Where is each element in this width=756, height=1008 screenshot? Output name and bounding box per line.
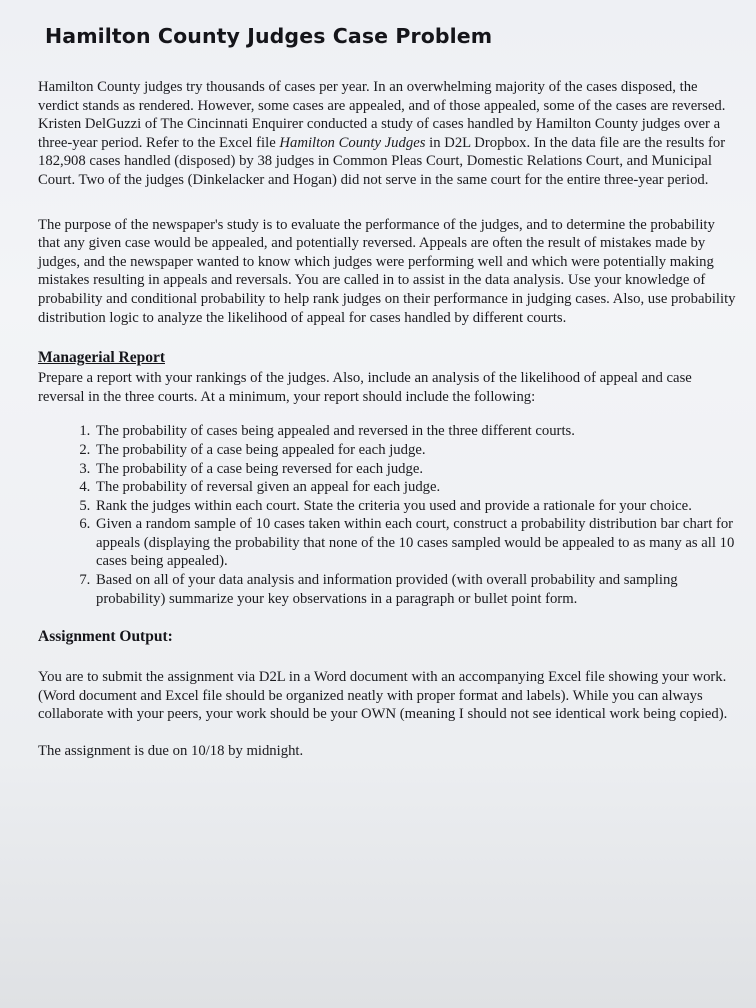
list-item: 2. The probability of a case being appealed for each judge. bbox=[94, 441, 738, 460]
intro-text-b: in D2L Dropbox. In the data file are the results for 182,908 cases handled (disposed) by 38 judges in Common Pleas Court, Domestic Relations Court, and Municipal Court. Two of the judges (Dinkelacker and Hogan) did not serve in the same court for the entire three-year period. bbox=[38, 134, 726, 188]
list-item: 6. Given a random sample of 10 cases taken within each court, construct a probability distribution bar chart for appeals (displaying the probability that none of the 10 cases sampled would be appealed to as many as all 10 cases being appealed). bbox=[94, 515, 738, 571]
assignment-output-paragraph: You are to submit the assignment via D2L in a Word document with an accompanying Excel file showing your work. (Word document and Excel file should be organized neatly with proper format and labels). While you can always collaborate with your peers, your work should be your OWN (meaning I should not see identical work being copied). bbox=[38, 669, 728, 723]
intro-text-a: Hamilton County judges try thousands of cases per year. In an overwhelming majority of the cases disposed, the verdict stands as rendered. However, some cases are appealed, and of those appealed, some of the cases are reversed. Kristen DelGuzzi of The Cincinnati Enquirer conducted a study of cases handled by Hamilton County judges over a three-year period. Refer to the Excel file bbox=[38, 79, 726, 151]
managerial-intro: Prepare a report with your rankings of the judges. Also, include an analysis of the likelihood of appeal and case reversal in the three courts. At a minimum, your report should include the following: bbox=[38, 370, 692, 405]
intro-paragraph bbox=[38, 78, 738, 190]
managerial-report-heading: Managerial Report bbox=[38, 349, 165, 367]
list-item: 1. The probability of cases being appealed and reversed in the three different courts. bbox=[94, 422, 738, 441]
intro-file-name: Hamilton County Judges bbox=[279, 134, 426, 151]
list-item: 5. Rank the judges within each court. State the criteria you used and provide a rationale for your choice. bbox=[94, 497, 738, 516]
page-title: Hamilton County Judges Case Problem bbox=[45, 24, 493, 48]
list-item: 4. The probability of reversal given an appeal for each judge. bbox=[94, 478, 738, 497]
purpose-paragraph: The purpose of the newspaper's study is to evaluate the performance of the judges, and to determine the probability that any given case would be appealed, and potentially reversed. Appeals are often the result of mistakes made by judges, and the newspaper wanted to know which judges were performing well and which were potentially making mistakes resulting in appeals and reversals. You are called in to assist in the data analysis. Use your knowledge of probability and conditional probability to help rank judges on their performance in judging cases. Also, use probability distribution logic to analyze the likelihood of appeal for cases handled by different courts. bbox=[38, 216, 736, 326]
list-item: 3. The probability of a case being reversed for each judge. bbox=[94, 460, 738, 479]
assignment-output-heading: Assignment Output: bbox=[38, 628, 173, 646]
due-date-line: The assignment is due on 10/18 by midnight. bbox=[38, 743, 304, 760]
list-item: 7. Based on all of your data analysis and information provided (with overall probability and sampling probability) summarize your key observations in a paragraph or bullet point form. bbox=[94, 571, 738, 608]
requirements-list bbox=[38, 422, 738, 608]
